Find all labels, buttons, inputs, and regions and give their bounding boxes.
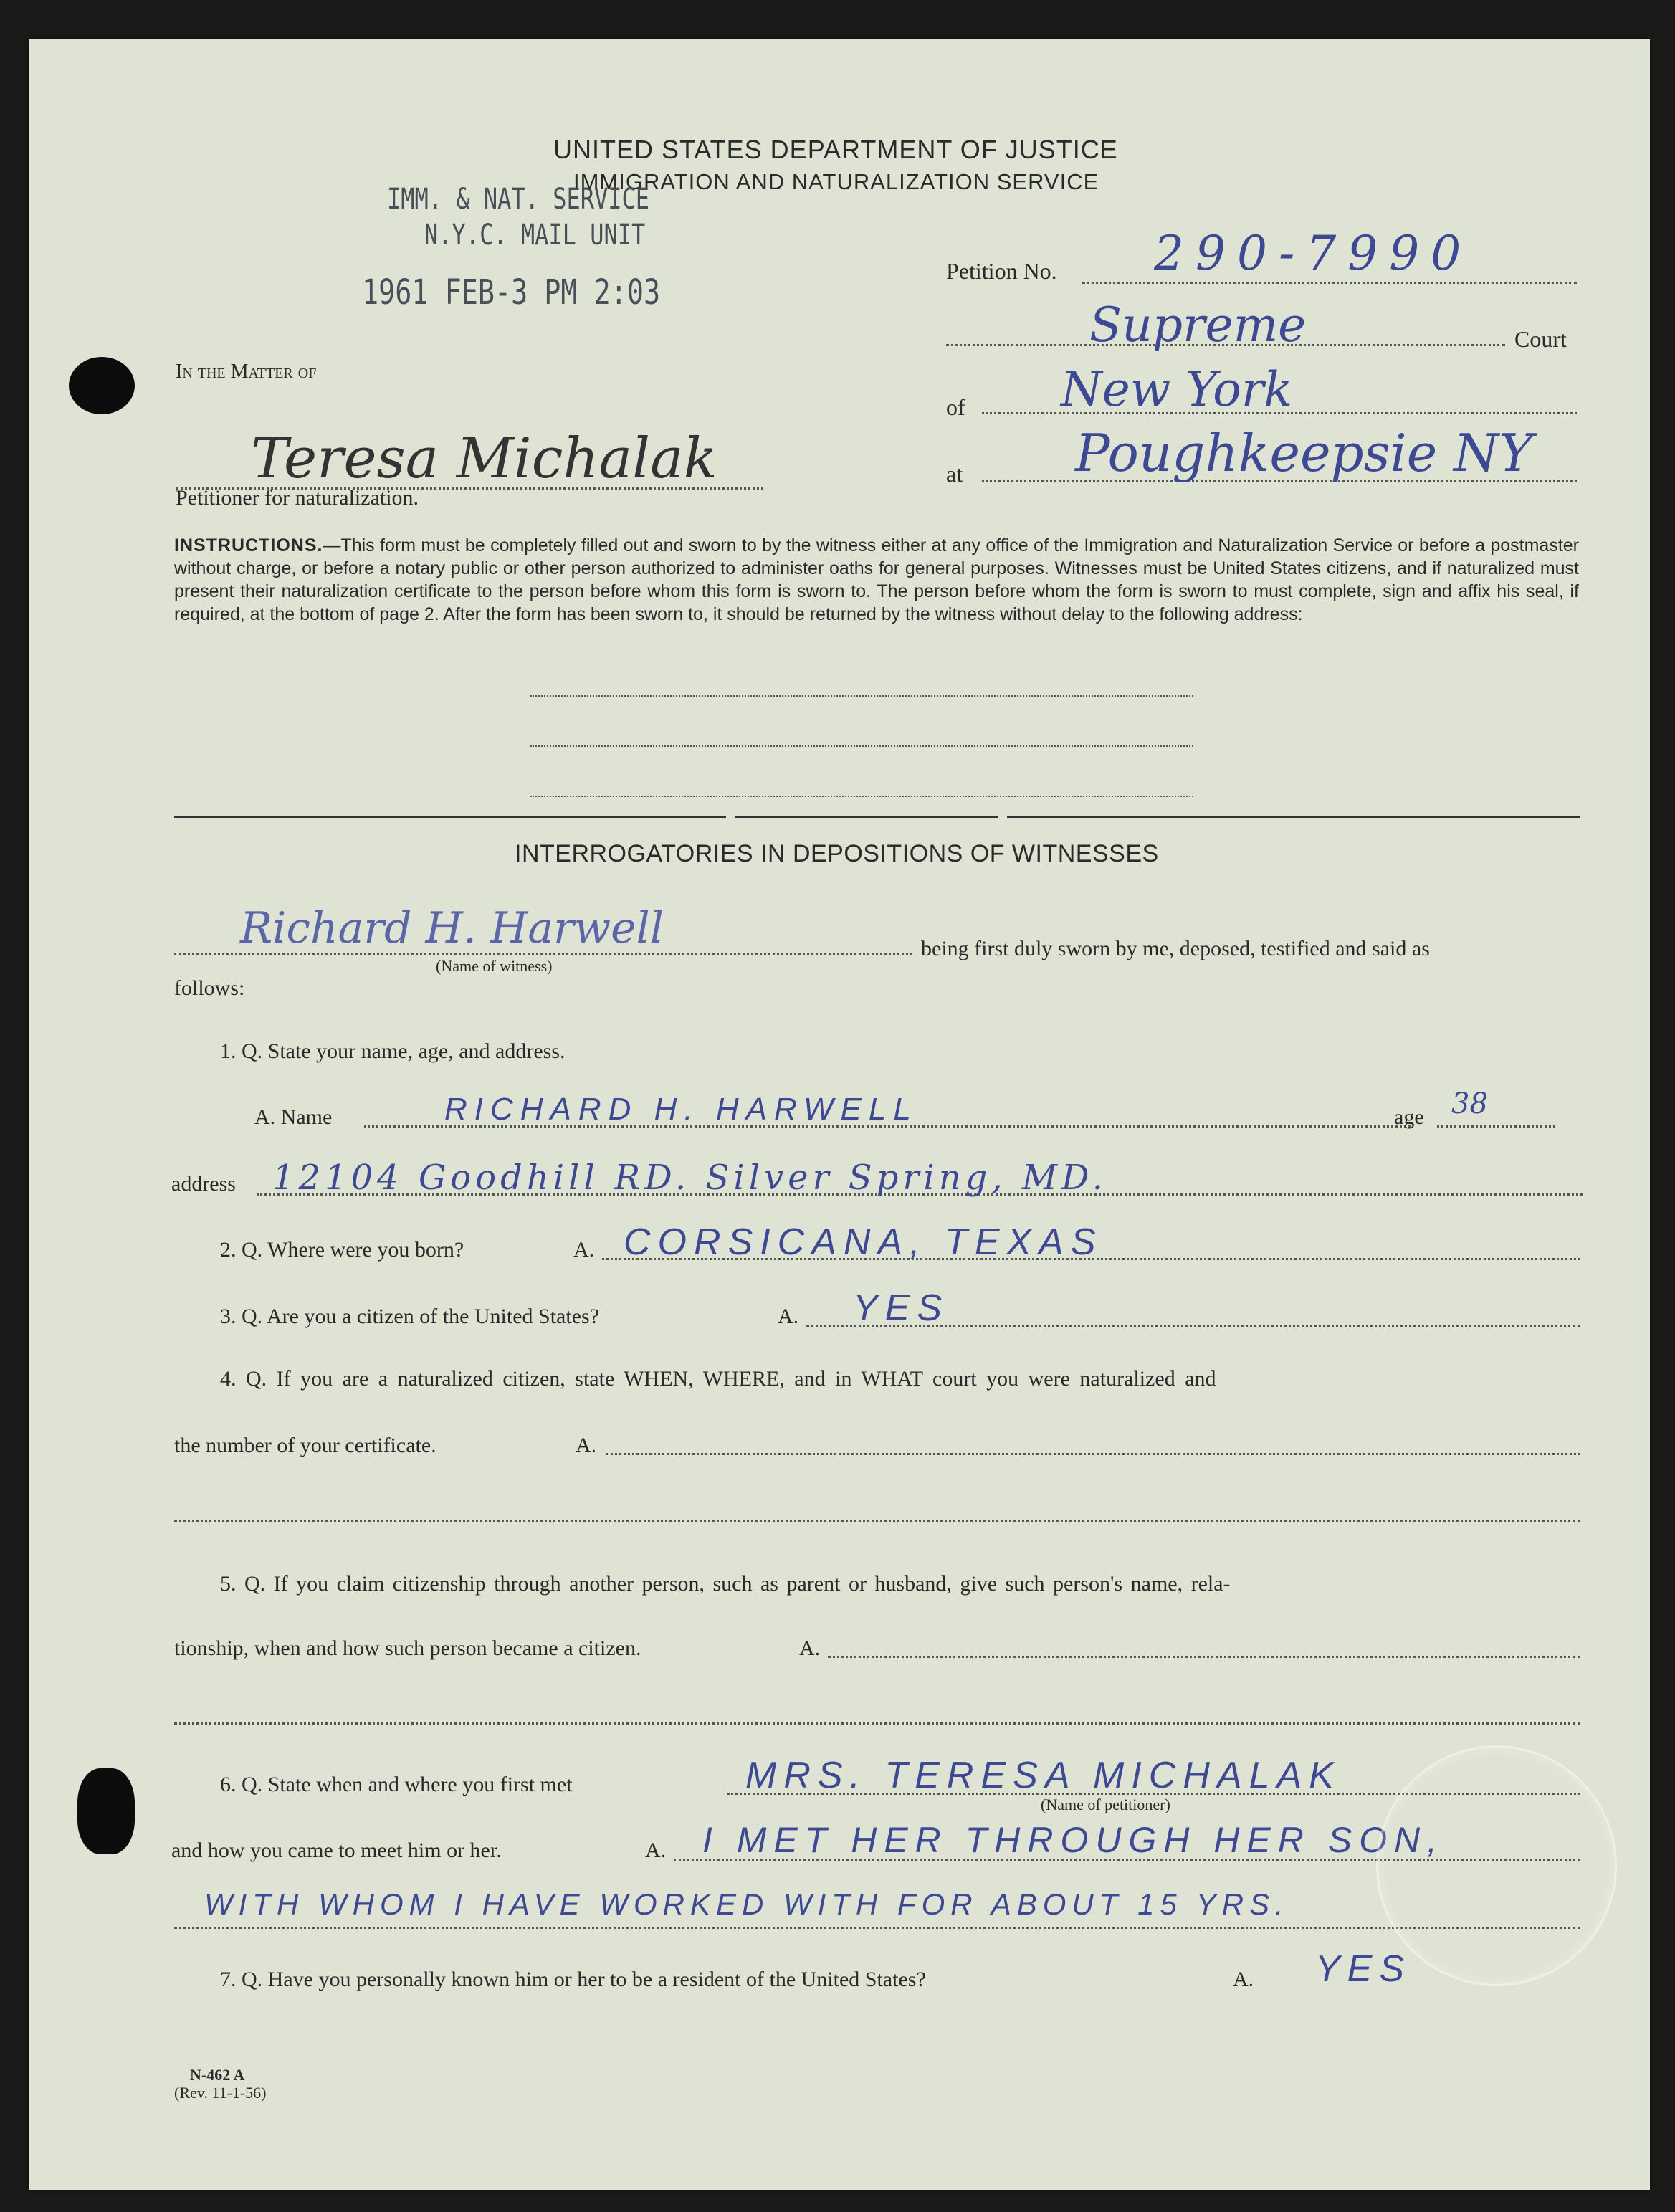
- department-title: UNITED STATES DEPARTMENT OF JUSTICE: [553, 135, 1118, 164]
- stamp-line-2: N.Y.C. MAIL UNIT: [424, 219, 646, 252]
- question-6: 6. Q. State when and where you first met: [220, 1773, 573, 1796]
- embossed-seal: [1376, 1745, 1617, 1986]
- court-label: Court: [1514, 326, 1567, 352]
- of-value: New York: [1061, 362, 1293, 417]
- punch-hole-top: [69, 357, 135, 414]
- question-6-line-2: and how you came to meet him or her.: [171, 1839, 502, 1862]
- question-5-line-1: 5. Q. If you claim citizenship through another person, such as parent or husband, give such person's name, rela-: [220, 1572, 1231, 1596]
- matter-label: In the Matter of: [176, 361, 317, 383]
- address-line-2: [530, 745, 1193, 747]
- petitioner-caption: Petitioner for naturalization.: [176, 486, 419, 510]
- of-label: of: [946, 394, 965, 420]
- answer-name-label: A. Name: [254, 1105, 333, 1129]
- question-4-answer-line-1: [606, 1453, 1580, 1455]
- question-5-a: A.: [799, 1636, 821, 1660]
- question-6-name: MRS. TERESA MICHALAK: [745, 1755, 1341, 1796]
- age-value: 38: [1451, 1087, 1488, 1120]
- follows-text: follows:: [174, 976, 245, 1000]
- petition-number-line: [1082, 282, 1577, 284]
- form-page: [29, 39, 1650, 2190]
- witness-name: Richard H. Harwell: [240, 903, 664, 953]
- question-4-answer-line-2: [174, 1520, 1580, 1522]
- instructions-label: INSTRUCTIONS.: [174, 535, 323, 556]
- instructions-text: —This form must be completely filled out and sworn to by the witness either at any office of the Immigration and Naturalization Service or before a postmaster without charge, or before a notary public or other person authorized to administer oaths for general purposes. Witnesses must be United States citizens, and if naturalized must present their naturalization certificate to the person before whom this form is sworn to. The person before whom the form is sworn to must complete, sign and affix his seal, if required, at the bottom of page 2. After the form has been sworn to, it should be returned by the witness without delay to the following address:: [174, 535, 1579, 624]
- question-4-a: A.: [576, 1434, 597, 1457]
- question-2-value: CORSICANA, TEXAS: [624, 1221, 1103, 1263]
- witness-caption: (Name of witness): [436, 957, 553, 975]
- service-title: IMMIGRATION AND NATURALIZATION SERVICE: [573, 169, 1099, 194]
- question-1: 1. Q. State your name, age, and address.: [220, 1039, 566, 1063]
- punch-hole-bottom: [77, 1768, 135, 1854]
- petition-number-value: 290-7990: [1154, 226, 1473, 281]
- address-line-1: [530, 695, 1193, 697]
- court-value: Supreme: [1089, 297, 1307, 353]
- question-4-line-2: the number of your certificate.: [174, 1434, 436, 1457]
- question-2: 2. Q. Where were you born?: [220, 1238, 464, 1262]
- instructions-block: [174, 534, 1579, 626]
- divider-mid: [735, 816, 998, 818]
- divider-left: [174, 816, 726, 818]
- question-2-a: A.: [573, 1238, 595, 1262]
- divider-right: [1007, 816, 1580, 818]
- petitioner-name: Teresa Michalak: [251, 426, 717, 491]
- question-6-answer-2: WITH WHOM I HAVE WORKED WITH FOR ABOUT 15 YRS.: [204, 1887, 1289, 1921]
- question-4-line-1: 4. Q. If you are a naturalized citizen, state WHEN, WHERE, and in WHAT court you were naturalized and: [220, 1367, 1216, 1391]
- question-7: 7. Q. Have you personally known him or her to be a resident of the United States?: [220, 1968, 926, 1991]
- at-label: at: [946, 461, 963, 487]
- question-6-answer-1: I MET HER THROUGH HER SON,: [702, 1820, 1445, 1860]
- question-3-a: A.: [778, 1305, 799, 1328]
- sworn-text: being first duly sworn by me, deposed, testified and said as: [921, 937, 1430, 960]
- question-6-caption: (Name of petitioner): [1041, 1796, 1170, 1813]
- age-label: age: [1394, 1105, 1424, 1129]
- answer-name-value: RICHARD H. HARWELL: [444, 1092, 918, 1127]
- witness-name-line: [174, 953, 912, 955]
- address-value: 12104 Goodhill RD. Silver Spring, MD.: [272, 1158, 1108, 1198]
- question-6-answer-line-2: [174, 1927, 1580, 1929]
- form-revision: (Rev. 11-1-56): [174, 2084, 267, 2102]
- section-title: INTERROGATORIES IN DEPOSITIONS OF WITNESSES: [515, 840, 1159, 867]
- age-line: [1437, 1125, 1555, 1128]
- question-3: 3. Q. Are you a citizen of the United States?: [220, 1305, 600, 1328]
- question-5-answer-line-1: [828, 1656, 1580, 1658]
- stamp-date: 1961 FEB-3 PM 2:03: [362, 272, 661, 313]
- at-value: Poughkeepsie NY: [1075, 423, 1533, 483]
- question-7-a: A.: [1233, 1968, 1254, 1991]
- question-3-value: YES: [853, 1287, 950, 1329]
- address-line-3: [530, 796, 1193, 797]
- petition-number-label: Petition No.: [946, 258, 1057, 284]
- question-5-line-2: tionship, when and how such person became a citizen.: [174, 1636, 641, 1660]
- address-label: address: [171, 1172, 236, 1196]
- form-number: N-462 A: [190, 2066, 245, 2084]
- question-5-answer-line-2: [174, 1722, 1580, 1725]
- stamp-line-1: IMM. & NAT. SERVICE: [387, 183, 650, 216]
- question-7-value: YES: [1315, 1948, 1412, 1990]
- question-6-a: A.: [645, 1839, 667, 1862]
